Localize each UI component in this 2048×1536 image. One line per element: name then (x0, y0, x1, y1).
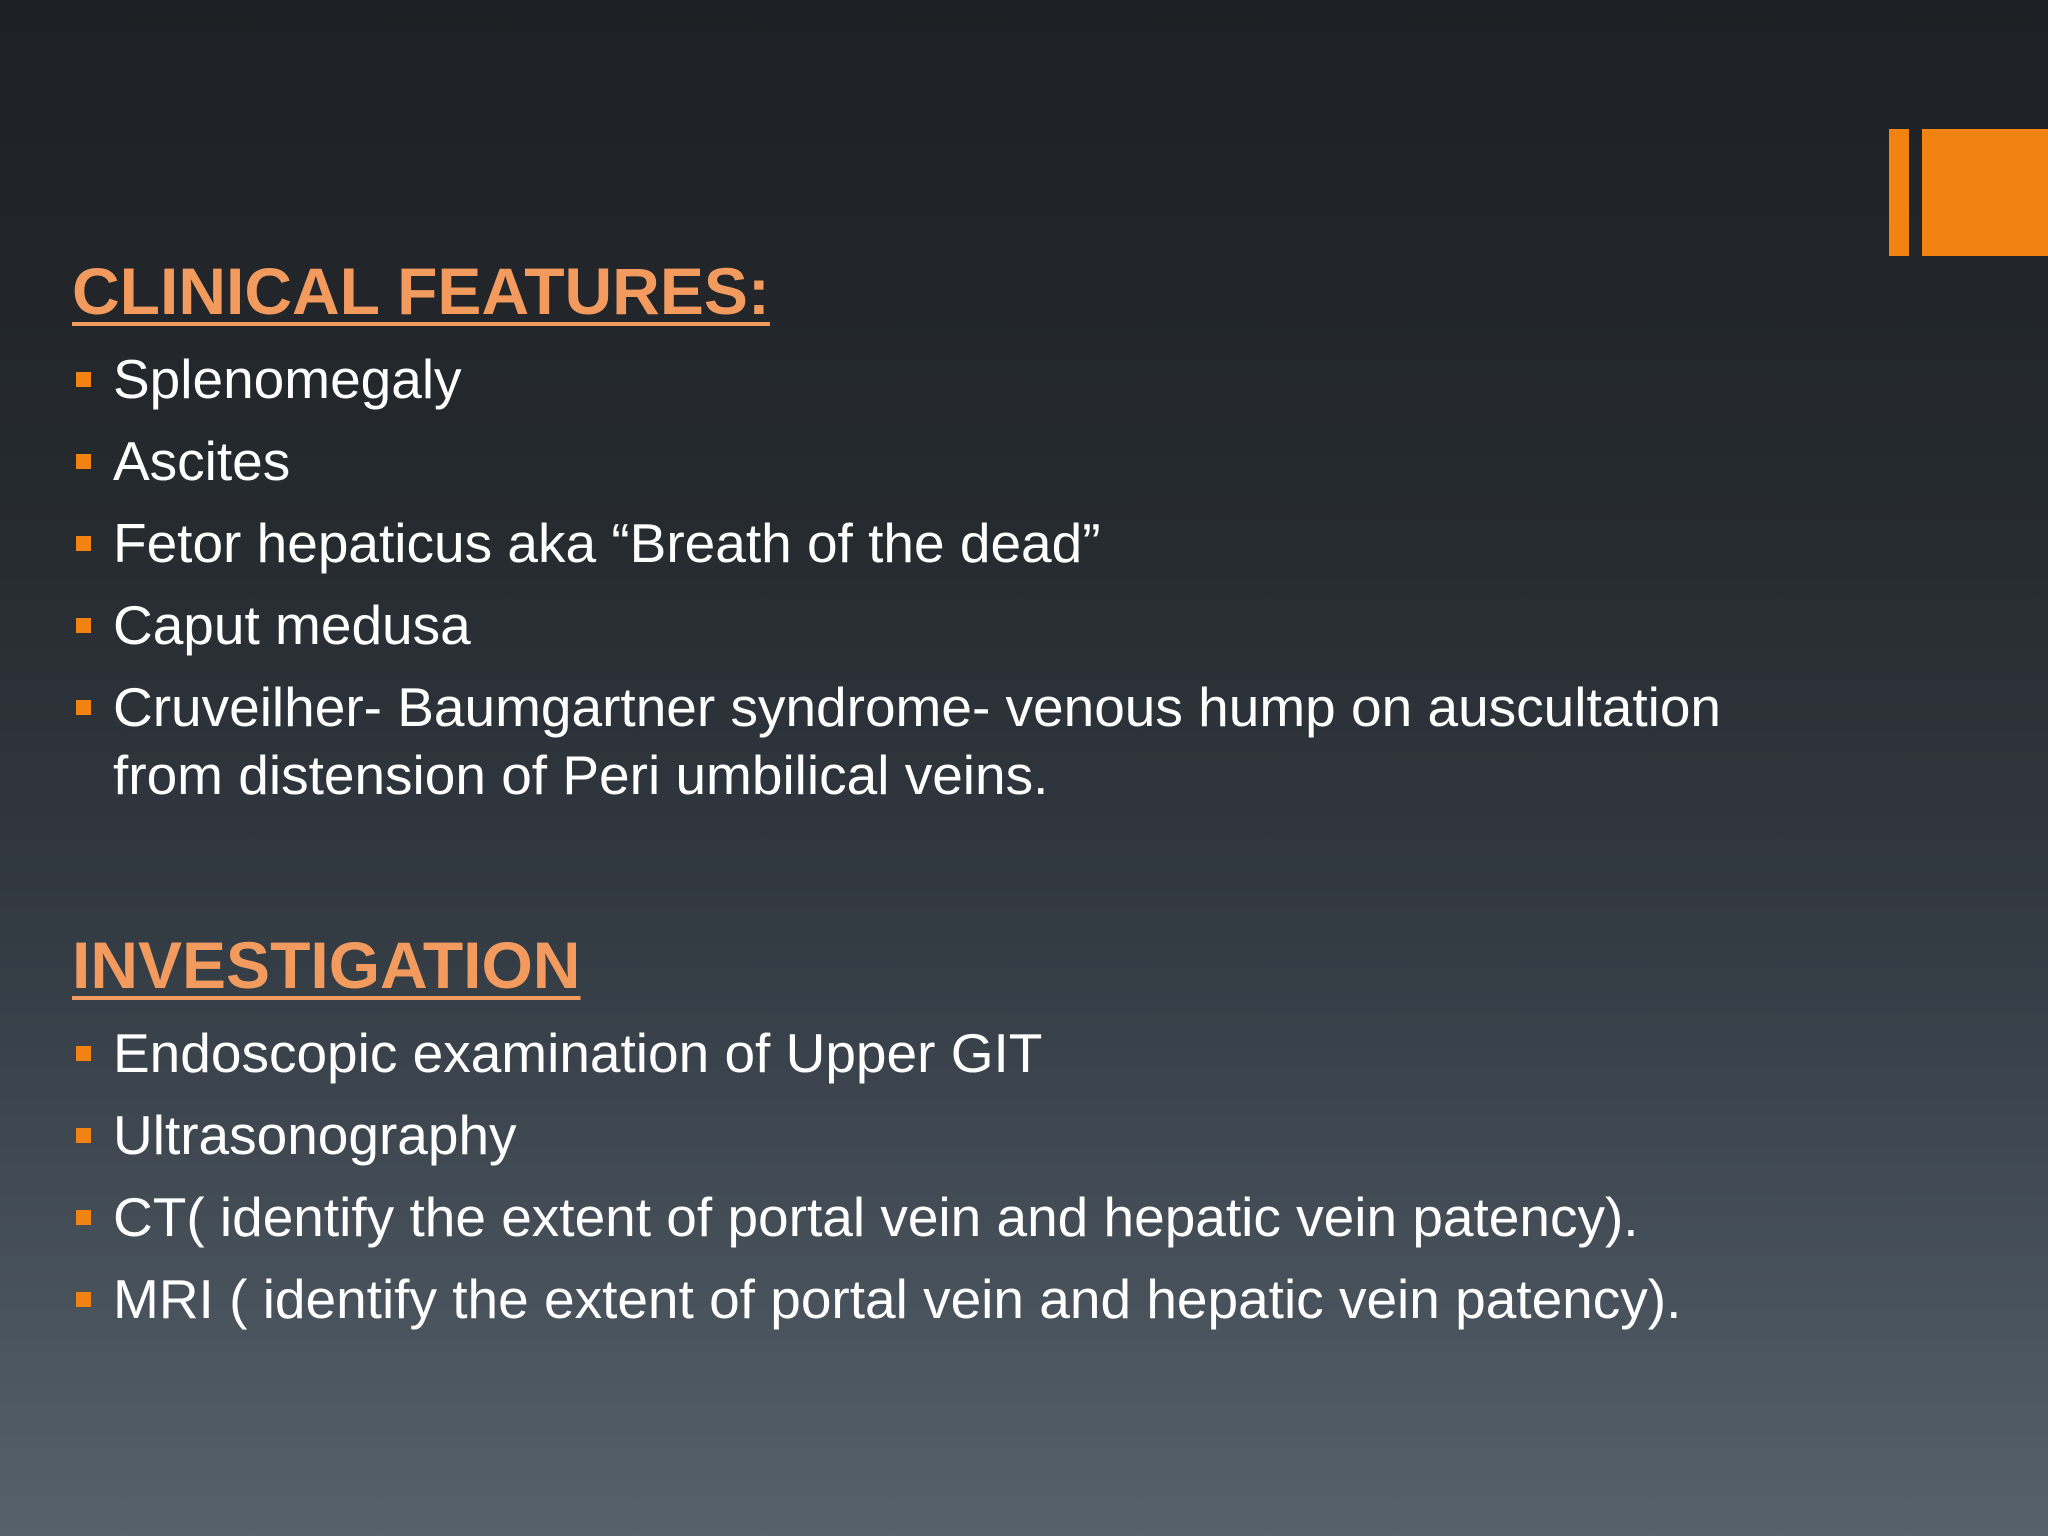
clinical-features-heading: CLINICAL FEATURES: (72, 254, 770, 328)
square-bullet-icon (76, 372, 91, 387)
list-item-text: Endoscopic examination of Upper GIT (113, 1022, 1043, 1084)
square-bullet-icon (76, 1210, 91, 1225)
list-item (72, 427, 1812, 495)
list-item-text: Ascites (113, 430, 291, 492)
list-item (72, 1265, 1812, 1333)
list-item (72, 1183, 1812, 1251)
list-item (72, 1101, 1812, 1169)
investigation-list (72, 1019, 1812, 1347)
list-item (72, 673, 1812, 809)
list-item-text: Cruveilher- Baumgartner syndrome- venous hump on auscultation from distension of Peri umbilical veins. (113, 676, 1722, 806)
accent-bar-thin (1889, 129, 1909, 256)
list-item-text: MRI ( identify the extent of portal vein and hepatic vein patency). (113, 1268, 1682, 1330)
square-bullet-icon (76, 1292, 91, 1307)
square-bullet-icon (76, 536, 91, 551)
square-bullet-icon (76, 454, 91, 469)
list-item-text: Ultrasonography (113, 1104, 517, 1166)
clinical-features-list (72, 345, 1812, 823)
list-item-text: Fetor hepaticus aka “Breath of the dead” (113, 512, 1101, 574)
list-item-text: CT( identify the extent of portal vein and hepatic vein patency). (113, 1186, 1639, 1248)
list-item (72, 509, 1812, 577)
square-bullet-icon (76, 618, 91, 633)
square-bullet-icon (76, 700, 91, 715)
list-item (72, 591, 1812, 659)
square-bullet-icon (76, 1128, 91, 1143)
list-item-text: Splenomegaly (113, 348, 462, 410)
square-bullet-icon (76, 1046, 91, 1061)
investigation-heading: INVESTIGATION (72, 928, 581, 1002)
accent-bar-block (1922, 129, 2048, 256)
list-item-text: Caput medusa (113, 594, 471, 656)
list-item (72, 345, 1812, 413)
list-item (72, 1019, 1812, 1087)
